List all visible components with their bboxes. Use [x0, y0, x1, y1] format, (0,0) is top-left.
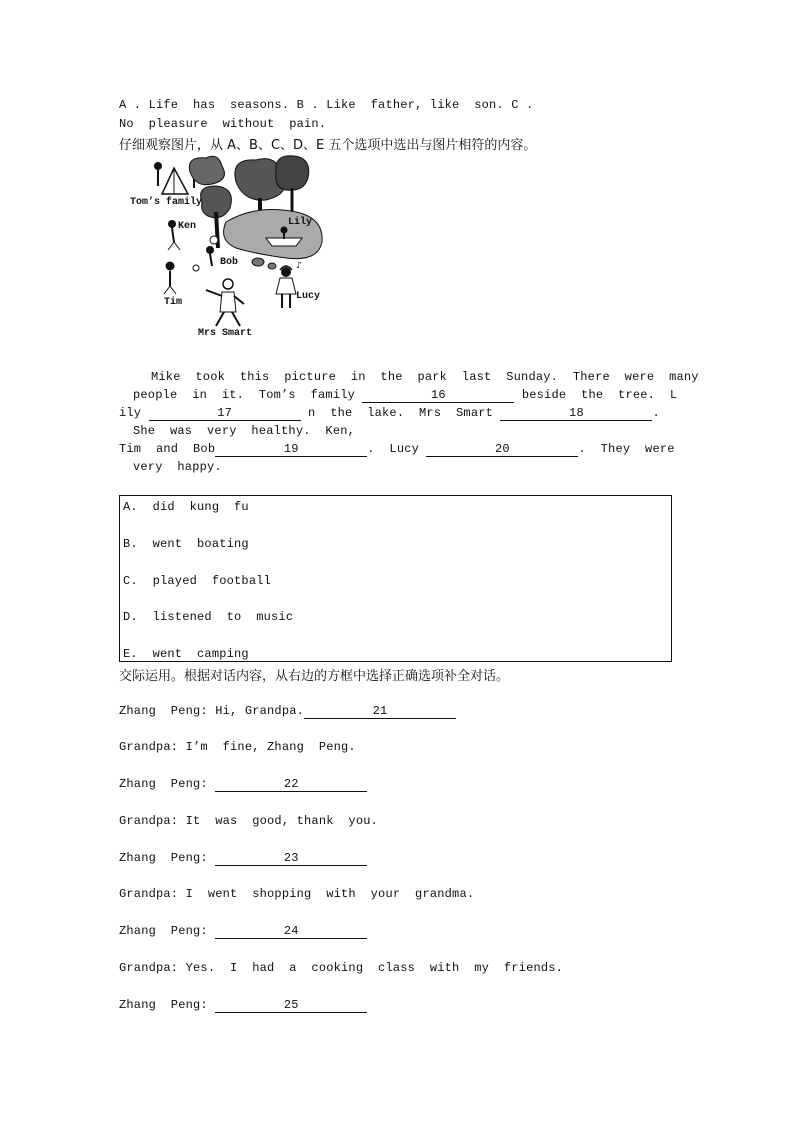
- label-lucy: Lucy: [296, 291, 321, 302]
- label-bob: Bob: [220, 257, 239, 268]
- blank-19[interactable]: 19: [215, 442, 367, 457]
- tent-shape: [162, 168, 188, 194]
- dialogue-line-5: Zhang Peng: 23: [119, 851, 367, 866]
- svg-text:♪: ♪: [296, 261, 302, 271]
- picture-instruction: 仔细观察图片，从 A、B、C、D、E 五个选项中选出与图片相符的内容。: [119, 138, 537, 153]
- option-c: C. played football: [123, 574, 272, 588]
- park-illustration: [126, 152, 326, 342]
- passage-line-2: people in it. Tom’s family 16 beside the tree. L: [133, 388, 678, 402]
- options-box: [119, 495, 672, 662]
- dialogue-line-7: Zhang Peng: 24: [119, 924, 367, 939]
- passage-line-1: Mike took this picture in the park last Sunday. There were many: [151, 370, 699, 384]
- option-b: B. went boating: [123, 537, 249, 551]
- dialogue-line-6: Grandpa: I went shopping with your grandma.: [119, 887, 475, 901]
- passage-line-6: very happy.: [133, 460, 222, 474]
- dialogue-line-8: Grandpa: Yes. I had a cooking class with my friends.: [119, 961, 564, 975]
- blank-16[interactable]: 16: [362, 388, 514, 403]
- blank-22[interactable]: 22: [215, 777, 367, 792]
- blank-24[interactable]: 24: [215, 924, 367, 939]
- passage-line-3: ily 17 n the lake. Mrs Smart 18 .: [119, 406, 660, 420]
- dialogue-line-3: Zhang Peng: 22: [119, 777, 367, 792]
- label-ken: Ken: [178, 221, 197, 232]
- dialogue-line-1: Zhang Peng: Hi, Grandpa. 21: [119, 704, 456, 719]
- passage-line-4: She was very healthy. Ken,: [133, 424, 356, 438]
- option-e: E. went camping: [123, 647, 249, 661]
- proverb-options-line-2: No pleasure without pain.: [119, 117, 327, 131]
- dialogue-line-9: Zhang Peng: 25: [119, 998, 367, 1013]
- option-a: A. did kung fu: [123, 500, 249, 514]
- option-d: D. listened to music: [123, 610, 294, 624]
- dialogue-line-4: Grandpa: It was good, thank you.: [119, 814, 379, 828]
- blank-25[interactable]: 25: [215, 998, 367, 1013]
- label-tim: Tim: [164, 297, 183, 308]
- dialogue-line-2: Grandpa: I’m fine, Zhang Peng.: [119, 740, 356, 754]
- blank-18[interactable]: 18: [500, 406, 652, 421]
- blank-23[interactable]: 23: [215, 851, 367, 866]
- dialogue-instruction: 交际运用。根据对话内容，从右边的方框中选择正确选项补全对话。: [119, 669, 510, 684]
- blank-20[interactable]: 20: [426, 442, 578, 457]
- label-toms-family: Tom’s family: [130, 197, 203, 208]
- label-lily: Lily: [288, 217, 313, 228]
- blank-21[interactable]: 21: [304, 704, 456, 719]
- label-mrs-smart: Mrs Smart: [198, 328, 253, 339]
- blank-17[interactable]: 17: [149, 406, 301, 421]
- proverb-options-line-1: A . Life has seasons. B . Like father, like son. C .: [119, 98, 534, 112]
- passage-line-5: Tim and Bob 19 . Lucy 20 . They were: [119, 442, 675, 456]
